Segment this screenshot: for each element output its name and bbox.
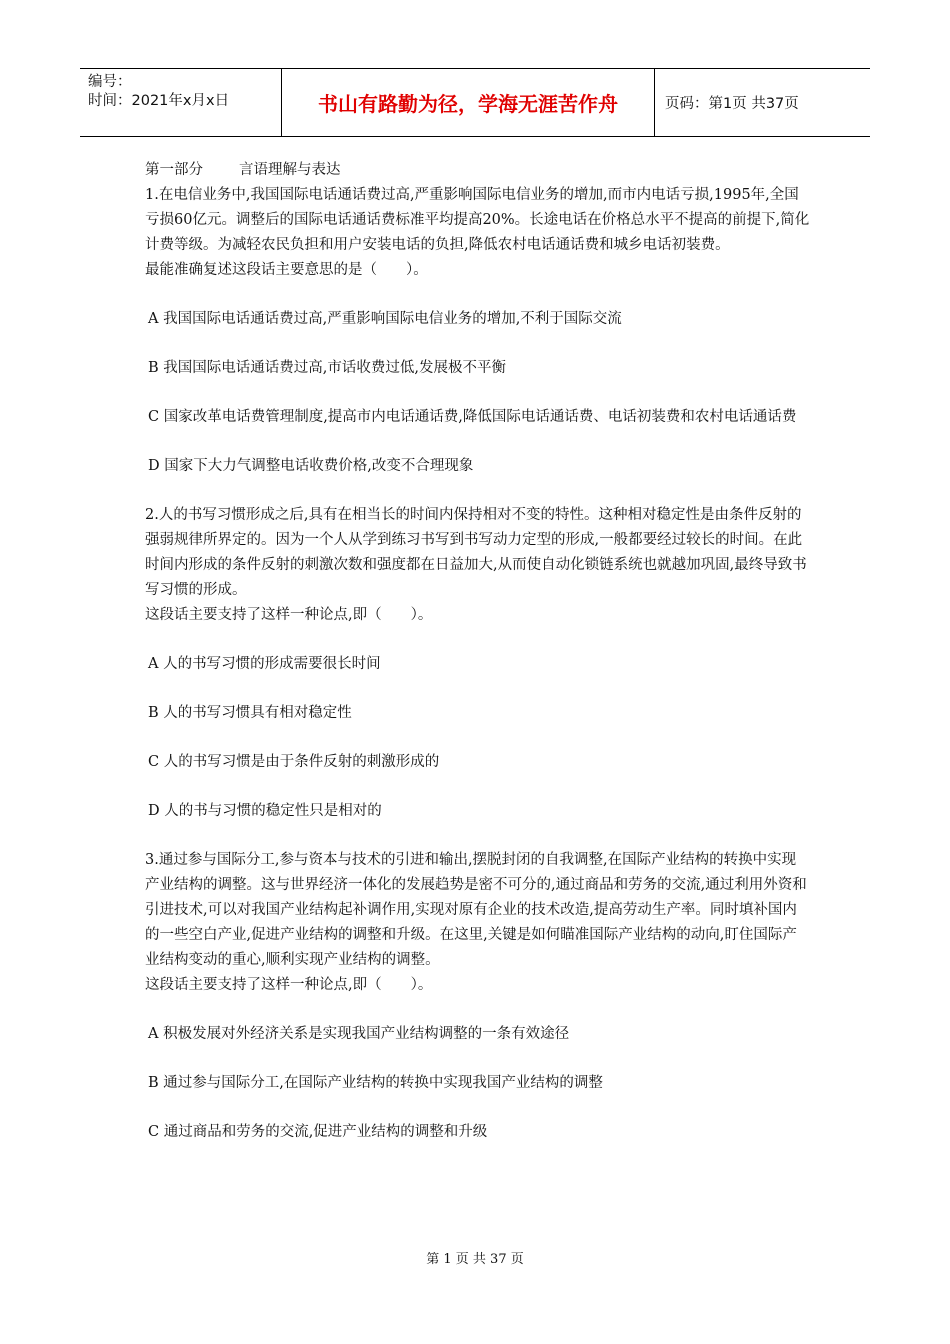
question-1	[145, 183, 810, 503]
page-footer: 第 1 页 共 37 页	[426, 1252, 524, 1267]
option-c: C 通过商品和劳务的交流,促进产业结构的调整和升级	[148, 1124, 488, 1140]
header-meta	[80, 69, 282, 136]
option-b: B 通过参与国际分工,在国际产业结构的转换中实现我国产业结构的调整	[148, 1075, 603, 1091]
question-2	[145, 503, 810, 848]
document-body	[145, 158, 810, 1145]
option-a: A 我国国际电话通话费过高,严重影响国际电信业务的增加,不利于国际交流	[148, 311, 622, 327]
header-motto: 书山有路勤为径，学海无涯苦作舟	[282, 69, 655, 136]
section-title	[145, 158, 810, 183]
section-name: 言语理解与表达	[239, 162, 341, 178]
page-header	[80, 68, 870, 137]
option-b: B 我国国际电话通话费过高,市话收费过低,发展极不平衡	[148, 360, 506, 376]
header-page-info: 页码：第1页 共37页	[665, 96, 799, 112]
question-prompt: 最能准确复述这段话主要意思的是（ ）。	[145, 262, 428, 278]
document-date: 时间：2021年x月x日	[88, 93, 230, 109]
question-stem: 1.在电信业务中,我国国际电话通话费过高,严重影响国际电信业务的增加,而市内电话亏损,1995年,全国亏损60亿元。调整后的国际电话通话费标准平均提高20%。长途电话在价格总水平不提高的前提下,简化计费等级。为减轻农民负担和用户安装电话的负担,降低农村电话通话费和城乡电话初装费。	[145, 187, 810, 253]
option-c: C 人的书写习惯是由于条件反射的刺激形成的	[148, 754, 440, 770]
question-prompt: 这段话主要支持了这样一种论点,即（ ）。	[145, 607, 433, 623]
question-stem: 3.通过参与国际分工,参与资本与技术的引进和输出,摆脱封闭的自我调整,在国际产业结构的转换中实现产业结构的调整。这与世界经济一体化的发展趋势是密不可分的,通过商品和劳务的交流,通过利用外资和引进技术,可以对我国产业结构起补调作用,实现对原有企业的技术改造,提高劳动生产率。同时填补国内的一些空白产业,促进产业结构的调整和升级。在这里,关键是如何瞄准国际产业结构的动向,盯住国际产业结构变动的重心,顺利实现产业结构的调整。	[145, 852, 807, 968]
document-number-label: 编号：	[88, 74, 132, 90]
option-b: B 人的书写习惯具有相对稳定性	[148, 705, 352, 721]
option-a: A 人的书写习惯的形成需要很长时间	[148, 656, 381, 672]
question-stem: 2.人的书写习惯形成之后,具有在相当长的时间内保持相对不变的特性。这种相对稳定性是由条件反射的强弱规律所界定的。因为一个人从学到练习书写到书写动力定型的形成,一般都要经过较长的时间。在此时间内形成的条件反射的刺激次数和强度都在日益加大,从而使自动化锁链系统也就越加巩固,最终导致书写习惯的形成。	[145, 507, 807, 598]
option-d: D 人的书与习惯的稳定性只是相对的	[148, 803, 382, 819]
question-prompt: 这段话主要支持了这样一种论点,即（ ）。	[145, 977, 433, 993]
section-part: 第一部分	[145, 162, 203, 178]
option-d: D 国家下大力气调整电话收费价格,改变不合理现象	[148, 458, 474, 474]
option-c: C 国家改革电话费管理制度,提高市内电话通话费,降低国际电话通话费、电话初装费和农村电话通话费	[148, 409, 797, 425]
option-a: A 积极发展对外经济关系是实现我国产业结构调整的一条有效途径	[148, 1026, 570, 1042]
question-3	[145, 848, 810, 1145]
